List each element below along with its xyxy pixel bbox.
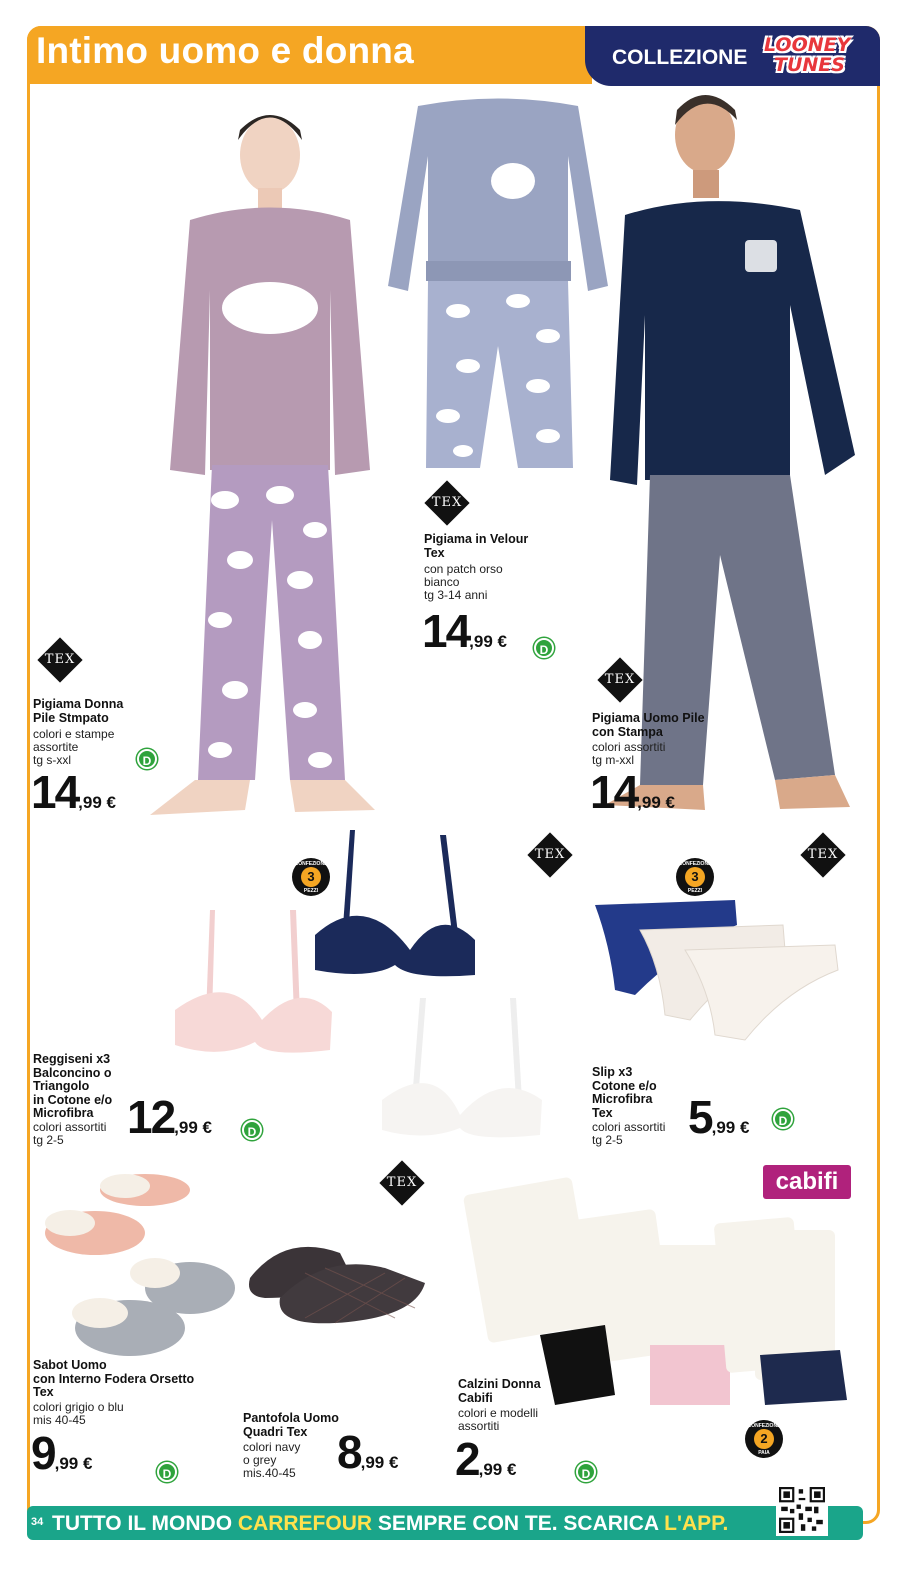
pigiama-uomo-desc: colori assortiti tg m-xxl xyxy=(592,740,666,767)
pigiama-velour-price: 14,99 € xyxy=(422,605,507,657)
pantofola-name: Pantofola Uomo Quadri Tex xyxy=(243,1411,339,1439)
page-title: Intimo uomo e donna xyxy=(36,30,414,71)
pack-badge-slip: CONFEZIONE 3 PEZZI xyxy=(676,858,714,896)
d-badge-sabot: D xyxy=(157,1462,177,1482)
pantofola-price: 8,99 € xyxy=(337,1426,399,1478)
pantofola-desc: colori navy o grey mis.40-45 xyxy=(243,1440,301,1480)
pigiama-donna-desc: colori e stampe assortite tg s-xxl xyxy=(33,727,115,767)
reggiseni-image[interactable] xyxy=(170,830,550,1142)
tex-badge-reggiseni: TEX xyxy=(527,832,573,878)
d-badge-reggiseni: D xyxy=(242,1120,262,1140)
d-badge-slip: D xyxy=(773,1109,793,1129)
pack-badge-calzini: CONFEZIONE 2 PAIA xyxy=(745,1420,783,1458)
pigiama-uomo-image[interactable] xyxy=(605,85,860,815)
cabifi-logo: cabifi xyxy=(763,1165,851,1199)
calzini-desc: colori e modelli assortiti xyxy=(458,1406,539,1433)
calzini-price: 2,99 € xyxy=(455,1433,517,1485)
reggiseni-price: 12,99 € xyxy=(127,1091,212,1143)
pigiama-uomo-name: Pigiama Uomo Pile con Stampa xyxy=(592,711,705,739)
collection-label: COLLEZIONE xyxy=(612,46,748,69)
pantofola-image[interactable] xyxy=(245,1228,430,1328)
pigiama-donna-price: 14,99 € xyxy=(31,766,116,818)
looney-tunes-logo: LOONEY TUNES xyxy=(764,34,851,76)
d-badge-donna: D xyxy=(137,749,157,769)
tex-badge-pantofola: TEX xyxy=(379,1160,425,1206)
slip-name: Slip x3 Cotone e/o Microfibra Tex xyxy=(592,1065,657,1120)
pigiama-velour-image[interactable] xyxy=(388,96,608,476)
pigiama-velour-name: Pigiama in Velour Tex xyxy=(424,532,529,560)
pigiama-donna-name: Pigiama Donna Pile Stmpato xyxy=(33,697,124,725)
tex-badge-uomo: TEX xyxy=(597,657,643,703)
tex-badge-slip: TEX xyxy=(800,832,846,878)
footer-slogan: TUTTO IL MONDO CARREFOUR SEMPRE CON TE. SCARICA L'APP. xyxy=(52,1512,729,1535)
page-number: 34 xyxy=(31,1516,44,1528)
tex-badge-velour: TEX xyxy=(424,480,470,526)
pigiama-donna-image[interactable] xyxy=(130,100,380,820)
qr-code-icon[interactable] xyxy=(776,1484,828,1536)
slip-image[interactable] xyxy=(595,895,840,1045)
reggiseni-name: Reggiseni x3 Balconcino o Triangolo in Cotone e/o Microfibra xyxy=(33,1052,113,1120)
slip-desc: colori assortiti tg 2-5 xyxy=(592,1120,666,1147)
sabot-name: Sabot Uomo con Interno Fodera Orsetto Tex xyxy=(33,1358,195,1399)
tex-badge-donna: TEX xyxy=(37,637,83,683)
d-badge-velour: D xyxy=(534,638,554,658)
sabot-desc: colori grigio o blu mis 40-45 xyxy=(33,1400,124,1427)
sabot-price: 9,99 € xyxy=(31,1427,93,1479)
pigiama-velour-desc: con patch orso bianco tg 3-14 anni xyxy=(424,562,503,602)
sabot-image[interactable] xyxy=(30,1168,240,1368)
calzini-name: Calzini Donna Cabifi xyxy=(458,1377,541,1405)
pack-badge-reggiseni: CONFEZIONE 3 PEZZI xyxy=(292,858,330,896)
reggiseni-desc: colori assortiti tg 2-5 xyxy=(33,1120,107,1147)
d-badge-calzini: D xyxy=(576,1462,596,1482)
slip-price: 5,99 € xyxy=(688,1091,750,1143)
pigiama-uomo-price: 14,99 € xyxy=(590,766,675,818)
